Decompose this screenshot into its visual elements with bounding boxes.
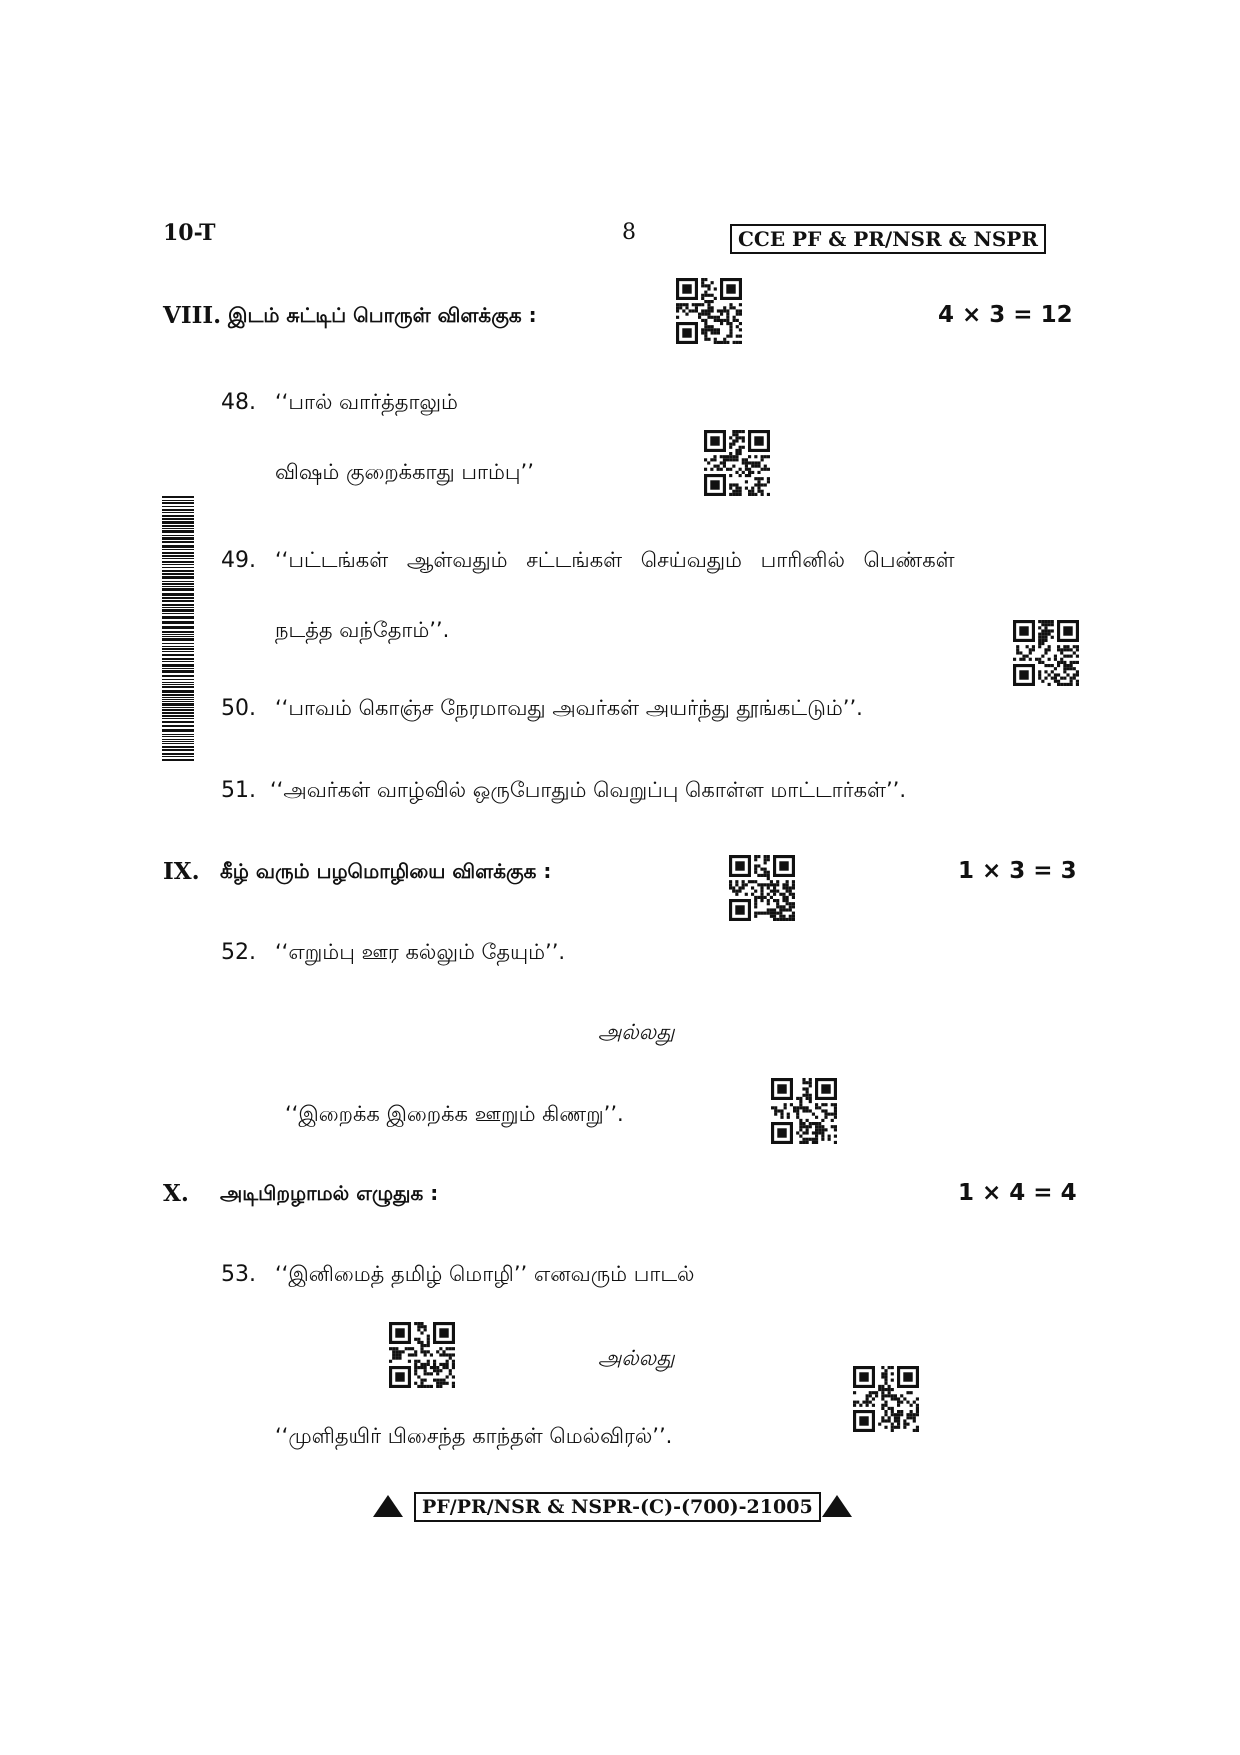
or-label-53: அல்லது	[598, 1346, 675, 1370]
question-48-line2: விஷம் குறைக்காது பாம்பு’’	[275, 460, 534, 484]
barcode-icon	[162, 496, 194, 762]
question-53-text: ‘‘இனிமைத் தமிழ் மொழி’’ எனவரும் பாடல்	[275, 1262, 695, 1286]
qr-code-icon	[1013, 620, 1079, 686]
qr-code-icon	[676, 278, 742, 344]
section-viii-marks: 4 × 3 = 12	[938, 302, 1073, 328]
question-49-line1: ‘‘பட்டங்கள் ஆள்வதும் சட்டங்கள் செய்வதும் பாரினில் பெண்கள்	[275, 548, 955, 572]
question-number-51: 51.	[221, 778, 256, 803]
qr-code-icon	[729, 855, 795, 921]
question-49-line2: நடத்த வந்தோம்’’.	[275, 618, 450, 642]
section-x-label: X.	[163, 1180, 189, 1207]
question-53-alternative: ‘‘முளிதயிர் பிசைந்த காந்தள் மெல்விரல்’’.	[275, 1424, 673, 1448]
question-50-text: ‘‘பாவம் கொஞ்ச நேரமாவது அவர்கள் அயர்ந்து தூங்கட்டும்’’.	[275, 696, 863, 720]
exam-title: CCE PF & PR/NSR & NSPR	[730, 224, 1046, 254]
question-number-50: 50.	[221, 696, 256, 721]
footer-left-triangle-icon	[373, 1495, 403, 1517]
section-ix-label: IX.	[163, 858, 200, 885]
question-52-alternative: ‘‘இறைக்க இறைக்க ஊறும் கிணறு’’.	[285, 1102, 624, 1126]
qr-code-icon	[389, 1322, 455, 1388]
qr-code-icon	[853, 1366, 919, 1432]
page-number: 8	[622, 220, 636, 245]
section-x-heading: அடிபிறழாமல் எழுதுக :	[220, 1181, 439, 1205]
paper-code: 10-T	[163, 220, 216, 246]
section-viii-heading: இடம் சுட்டிப் பொருள் விளக்குக :	[228, 303, 537, 327]
question-number-48: 48.	[221, 390, 256, 415]
question-number-53: 53.	[221, 1262, 256, 1287]
footer-right-triangle-icon	[822, 1495, 852, 1517]
qr-code-icon	[771, 1078, 837, 1144]
question-51-text: ‘‘அவர்கள் வாழ்வில் ஒருபோதும் வெறுப்பு கொள்ள மாட்டார்கள்’’.	[270, 778, 907, 802]
question-number-49: 49.	[221, 548, 256, 573]
section-x-marks: 1 × 4 = 4	[958, 1180, 1077, 1206]
qr-code-icon	[704, 430, 770, 496]
section-ix-marks: 1 × 3 = 3	[958, 858, 1077, 884]
question-48-line1: ‘‘பால் வார்த்தாலும்	[275, 390, 458, 414]
or-label-52: அல்லது	[598, 1020, 675, 1044]
question-52-text: ‘‘எறும்பு ஊர கல்லும் தேயும்’’.	[275, 940, 566, 964]
section-viii-label: VIII.	[163, 302, 222, 329]
question-number-52: 52.	[221, 940, 256, 965]
section-ix-heading: கீழ் வரும் பழமொழியை விளக்குக :	[220, 859, 552, 883]
footer-code: PF/PR/NSR & NSPR-(C)-(700)-21005	[414, 1492, 821, 1522]
